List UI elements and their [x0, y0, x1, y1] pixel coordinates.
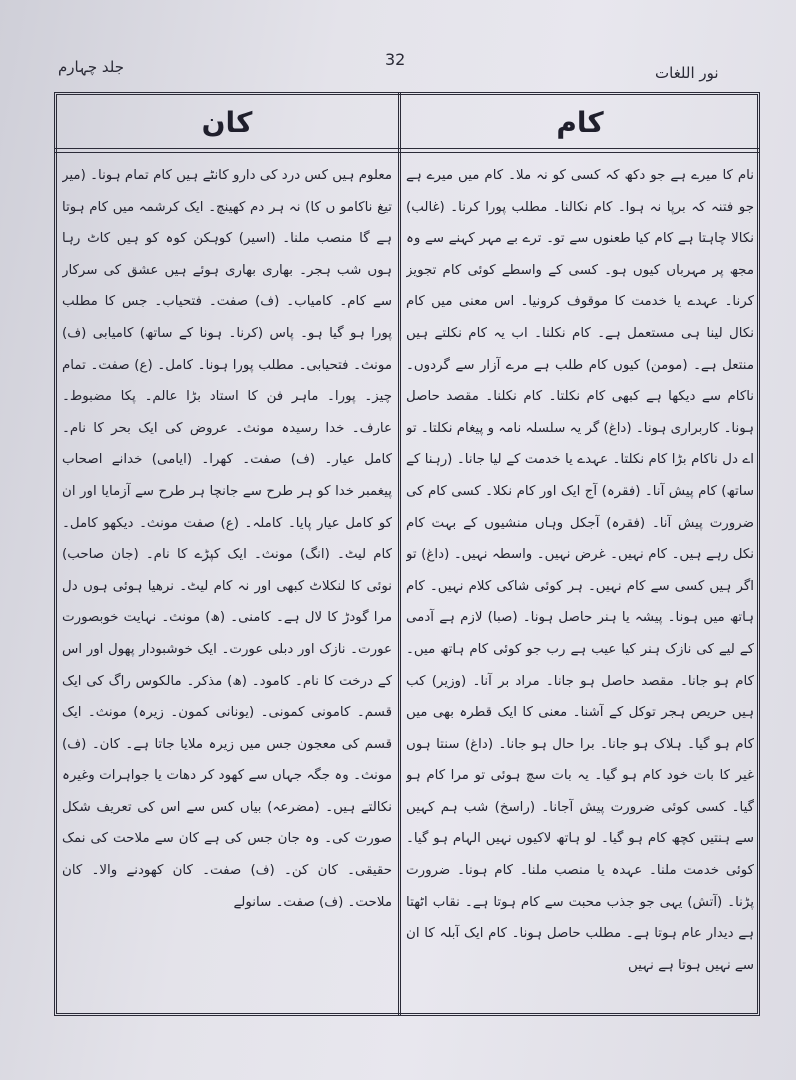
- left-column-body: معلوم ہیں کس درد کی دارو کانٹے ہیں کام تمام ہونا۔ (میر تیغ ناکامو ں کا) نہ ہر دم کھینچ۔ ایک کرشمہ میں کام ہوتا ہے گا منصب ملنا۔ (اسیر) کوہکن کوہ کو ہیں کاٹ رہا ہوں شب ہجر۔ بھاری بھاری ہوئے ہیں عشق کی سرکار سے کام۔ کامیاب۔ (ف) صفت۔ فتحیاب۔ جس کا مطلب پورا ہو گیا ہو۔ پاس (کرنا۔ ہونا کے ساتھ) کامیابی (ف) مونث۔ فتحیابی۔ مطلب پورا ہونا۔ کامل۔ (ع) صفت۔ تمام چیز۔ پورا۔ ماہر فن کا استاد بڑا عالم۔ پکا مضبوط۔ عارف۔ خدا رسیدہ مونث۔ عروض کی ایک بحر کا نام۔ کامل عیار۔ (ف) صفت۔ کھرا۔ (ایامی) خدانے اصحاب پیغمبر خدا کو ہر طرح سے جانچا ہر طرح سے آزمایا اور ان کو کامل عیار پایا۔ کاملہ۔ (ع) صفت مونث۔ دیکھو کامل۔ کام لیٹ۔ (انگ) مونث۔ ایک کپڑے کا نام۔ (جان صاحب) نوئی کا لنکلاٹ کبھی اور نہ کام لیٹ۔ نرھیا ہوئی ہوں دل مرا گودڑ کا لال ہے۔ کامنی۔ (ھ) مونث۔ نہایت خوبصورت عورت۔ نازک اور دبلی عورت۔ ایک خوشبودار پھول اور اس کے درخت کا نام۔ کامود۔ (ھ) مذکر۔ مالکوس راگ کی ایک قسم۔ کامونی کمونی۔ (یونانی کمون۔ زیرہ) مونث۔ ایک قسم کی معجون جس میں زیرہ ملایا جاتا ہے۔ کان۔ (ف) مونث۔ وہ جگہ جہاں سے کھود کر دھات یا جواہرات وغیرہ نکالتے ہیں۔ (مضرعہ) بیاں کس سے اس کی تعریف شکل صورت کی۔ وہ جان جس کی ہے کان سے ملاحت کی نمک حقیقی۔ کان کن۔ (ف) صفت۔ کان کھودنے والا۔ کان ملاحت۔ (ف) صفت۔ سانولے: [62, 168, 392, 910]
- left-column-text: [62, 160, 392, 1010]
- volume-label: جلد چہارم: [58, 58, 125, 76]
- column-divider: [398, 92, 401, 1016]
- right-column-title: کام: [556, 105, 604, 139]
- right-column-text: [406, 160, 754, 1010]
- header-rule: [54, 148, 760, 153]
- left-column-title: کان: [201, 105, 253, 139]
- book-title: نور اللغات: [655, 64, 719, 82]
- page-number: 32: [385, 50, 406, 69]
- right-column-body: نام کا میرے ہے جو دکھ کہ کسی کو نہ ملا۔ کام میں میرے ہے جو فتنہ کہ برپا نہ ہوا۔ کام نکالنا۔ مطلب پورا کرنا۔ (غالب) نکالا چاہتا ہے کام کیا طعنوں سے تو۔ ترے بے مہر کہنے سے وہ مجھ پر مہرباں کیوں ہو۔ کسی کے واسطے کوئی کام تجویز کرنا۔ عہدے یا خدمت کا موقوف کرونیا۔ اس معنی میں کام نکال لینا ہی مستعمل ہے۔ کام نکلنا۔ اب یہ کام نکلتے ہیں منتعل ہے۔ (مومن) کیوں کام طلب ہے مرے آزار سے گردوں۔ ناکام سے دیکھا ہے کبھی کام نکلتا۔ کام نکلنا۔ مقصد حاصل ہونا۔ کاربراری ہونا۔ (داغ) گر یہ سلسلہ نامہ و پیغام نکلتا۔ تو اے دل ناکام بڑا کام نکلتا۔ عہدے یا خدمت کے لیا جانا۔ (رہنا کے ساتھ) کام پیش آنا۔ (فقرہ) آج ایک اور کام نکلا۔ کسی کام کی ضرورت پیش آنا۔ (فقرہ) آجکل وہاں منشیوں کے بہت کام نکل رہے ہیں۔ کام نہیں۔ غرض نہیں۔ واسطہ نہیں۔ (داغ) تو اگر ہیں کسی سے کام نہیں۔ ہر کوئی شاکی کلام نہیں۔ کام ہاتھ میں ہونا۔ پیشہ یا ہنر حاصل ہونا۔ (صبا) لازم ہے آدمی کے لیے کی نازک ہنر کیا عیب ہے رب جو کوئی کام ہاتھ میں۔ کام ہو جانا۔ مقصد حاصل ہو جانا۔ مراد بر آنا۔ (وزیر) کب ہیں حریص ہجر توکل کے آشنا۔ معنی کا ایک قطرہ بھی میں کام ہو گیا۔ ہلاک ہو جانا۔ برا حال ہو جانا۔ (داغ) سنتا ہوں غیر کا بات خود کام ہو گیا۔ یہ بات سچ ہوئی تو مرا کام ہو گیا۔ کسی کوئی ضرورت پیش آجانا۔ (راسخ) شب ہم کہیں سے ہنتیں کچھ کام ہو گیا۔ لو ہاتھ لاکیوں نہیں الہام ہو گیا۔ کوئی خدمت ملنا۔ عہدہ یا منصب ملنا۔ کام ہونا۔ ضرورت پڑنا۔ (آتش) یہی جو جذب محبت سے کام ہوتا ہے۔ نقاب اٹھتا ہے دیدار عام ہوتا ہے۔ مطلب حاصل ہونا۔ کام ایک آبلہ کا ان سے نہیں ہوتا ہے نہیں: [406, 168, 754, 973]
